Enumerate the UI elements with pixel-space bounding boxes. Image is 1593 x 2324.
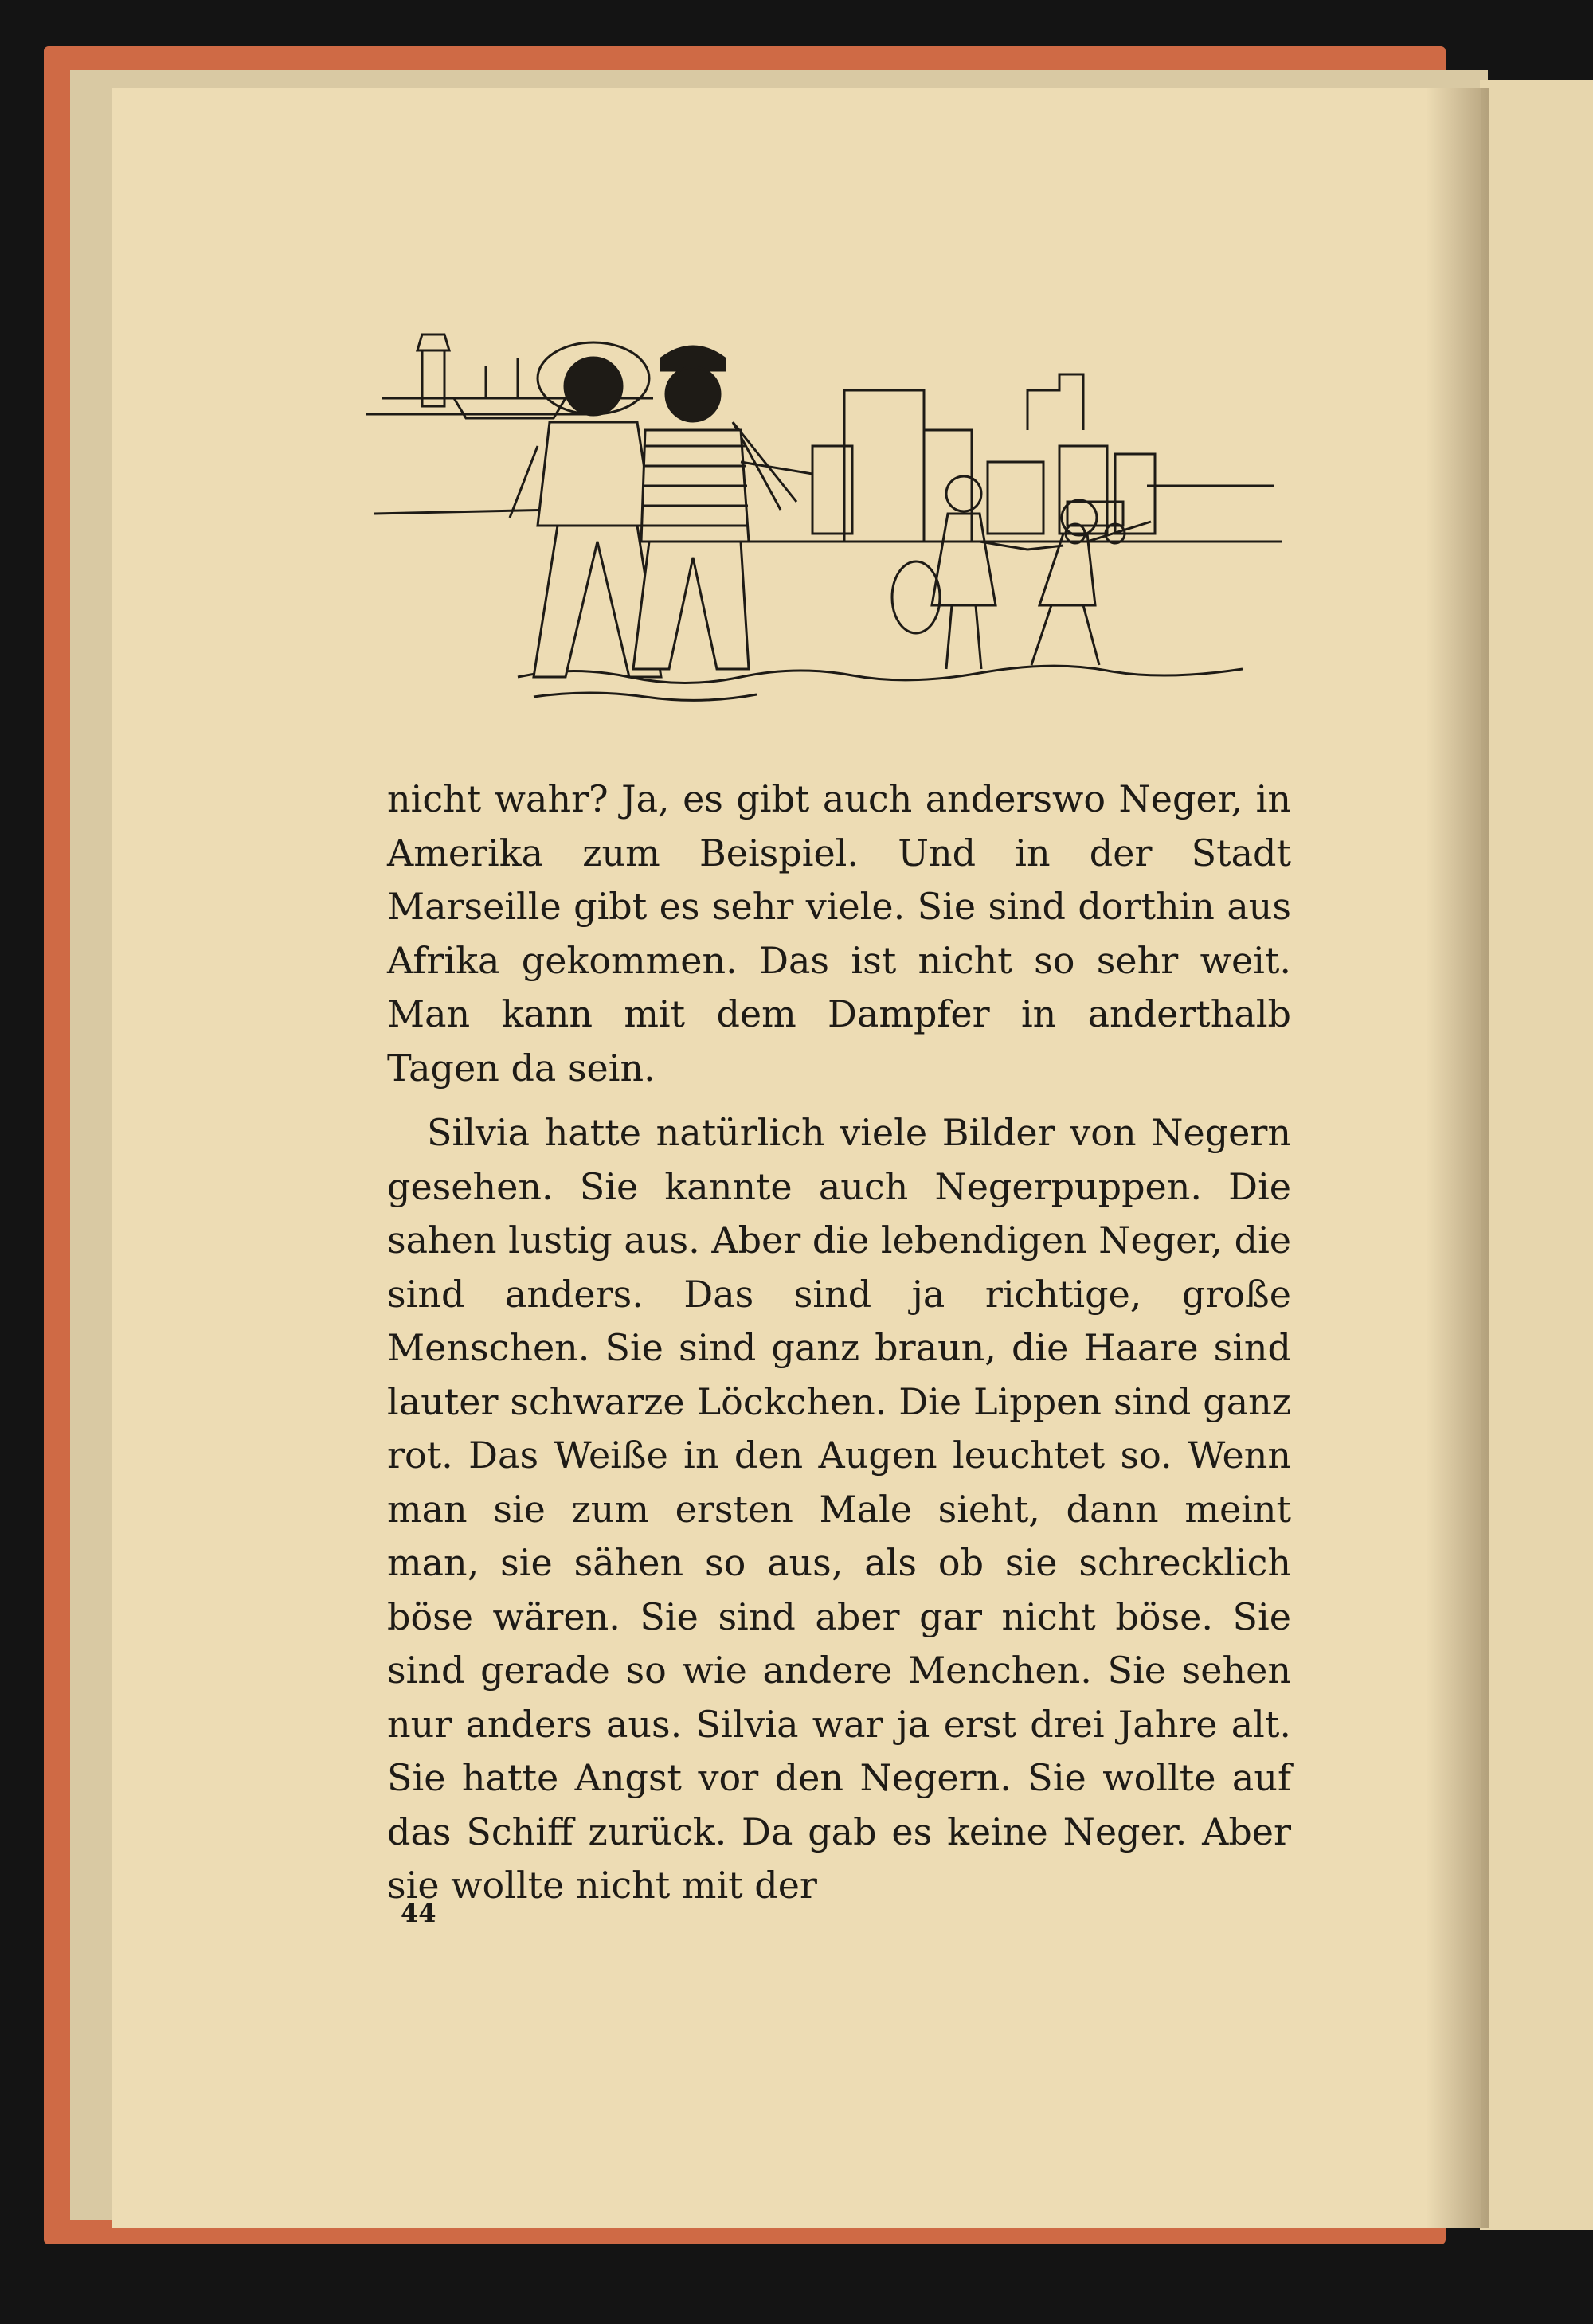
paragraph: Silvia hatte natürlich viele Bilder von Negern gesehen. Sie kannte auch Negerpuppen. Die sahen lustig aus. Aber die lebendigen Neger, die sind anders. Das sind ja richtige, große Menschen. Sie sind ganz braun, die Haare sind lauter schwarze Löckchen. Die Lippen sind ganz rot. Das Weiße in den Augen leuchtet so. Wenn man sie zum ersten Male sieht, dann meint man, sie sähen so aus, als ob sie schrecklich böse wären. Sie sind aber gar nicht böse. Sie sind gerade so wie andere Menchen. Sie sehen nur anders aus. Silvia war ja erst drei Jahre alt. Sie hatte Angst vor den Negern. Sie wollte auf das Schiff zurück. Da gab es keine Neger. Aber sie wollte nicht mit der	[387, 1111, 1291, 1907]
body-text	[387, 773, 1291, 1913]
harbor-scene-illustration	[366, 303, 1290, 733]
gutter-shadow	[1426, 88, 1489, 2228]
page-number: 44	[401, 1898, 436, 1928]
facing-page-edge	[1480, 80, 1593, 2230]
paragraph: nicht wahr? Ja, es gibt auch anderswo Neger, in Amerika zum Beispiel. Und in der Stadt Marseille gibt es sehr viele. Sie sind dorthin aus Afrika gekommen. Das ist nicht so sehr weit. Man kann mit dem Dampfer in anderthalb Tagen da sein.	[387, 777, 1291, 1090]
